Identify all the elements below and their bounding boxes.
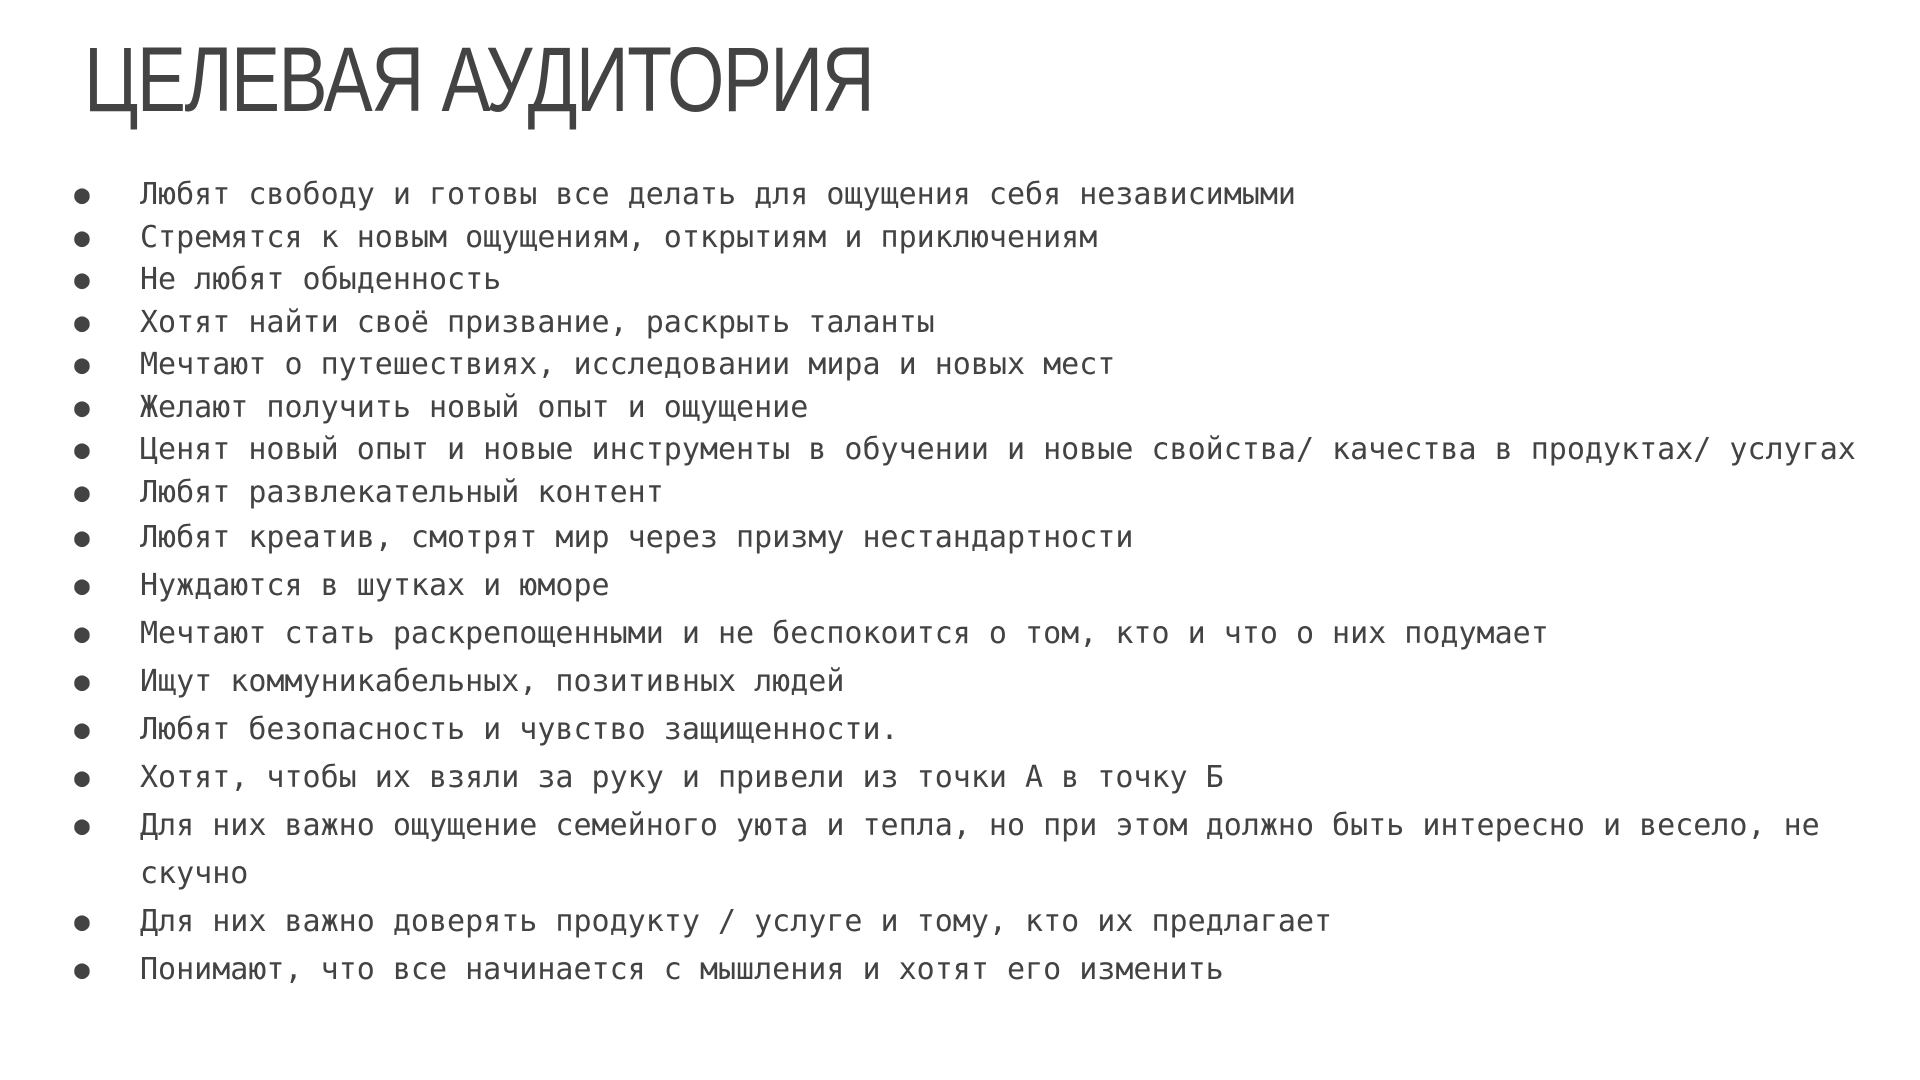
list-item-text: Понимают, что все начинается с мышления и хотят его изменить (140, 952, 1224, 987)
list-item-text: Хотят найти своё призвание, раскрыть таланты (140, 304, 935, 340)
list-item-text: Для них важно доверять продукту / услуге и тому, кто их предлагает (140, 904, 1333, 939)
bullet-icon: ● (74, 477, 90, 508)
list-item-text: Любят креатив, смотрят мир через призму нестандартности (140, 520, 1134, 555)
list-item-text: Ценят новый опыт и новые инструменты в обучении и новые свойства/ качества в продуктах/ услугах (140, 432, 1856, 467)
list-item (72, 387, 1872, 430)
list-item (72, 754, 1872, 802)
bullet-list (72, 174, 1872, 994)
list-item-text: Мечтают о путешествиях, исследовании мира и новых мест (140, 347, 1116, 382)
list-item-text: Мечтают стать раскрепощенными и не беспокоится о том, кто и что о них подумает (140, 616, 1549, 651)
list-item-text: Стремятся к новым ощущениям, открытиям и приключениям (140, 219, 1098, 255)
bullet-icon: ● (74, 715, 90, 745)
list-item (72, 429, 1872, 472)
bullet-icon: ● (74, 619, 90, 649)
list-item-text: Любят безопасность и чувство защищенности. (140, 712, 899, 747)
list-item-text: Ищут коммуникабельных, позитивных людей (140, 664, 845, 699)
list-item-text: Для них важно ощущение семейного уюта и тепла, но при этом должно быть интересно и весело, не скучно (140, 808, 1820, 891)
list-item (72, 802, 1872, 898)
list-item (72, 302, 1872, 345)
bullet-icon: ● (74, 523, 90, 553)
list-item-text: Хотят, чтобы их взяли за руку и привели из точки А в точку Б (140, 760, 1224, 795)
list-item (72, 174, 1872, 217)
bullet-icon: ● (74, 667, 90, 697)
bullet-icon: ● (74, 571, 90, 601)
bullet-icon: ● (74, 811, 90, 841)
list-item-text: Не любят обыденность (140, 262, 502, 297)
bullet-icon: ● (74, 955, 90, 985)
list-item (72, 658, 1872, 706)
list-item (72, 259, 1872, 302)
list-item (72, 472, 1872, 515)
list-item-text: Любят развлекательный контент (140, 474, 664, 510)
list-item (72, 344, 1872, 387)
list-item (72, 946, 1872, 994)
list-item (72, 706, 1872, 754)
list-item (72, 514, 1872, 562)
list-item-text: Нуждаются в шутках и юморе (140, 568, 610, 603)
list-item (72, 610, 1872, 658)
list-item (72, 562, 1872, 610)
list-item-text: Желают получить новый опыт и ощущение (140, 389, 809, 425)
bullet-icon: ● (74, 907, 90, 937)
bullet-icon: ● (74, 350, 90, 380)
bullet-icon: ● (74, 307, 90, 338)
bullet-icon: ● (74, 392, 90, 423)
list-item (72, 898, 1872, 946)
list-item-text: Любят свободу и готовы все делать для ощущения себя независимыми (140, 177, 1296, 212)
list-item (72, 217, 1872, 260)
bullet-icon: ● (74, 435, 90, 465)
bullet-icon: ● (74, 763, 90, 793)
bullet-icon: ● (74, 265, 90, 295)
slide-title: ЦЕЛЕВАЯ АУДИТОРИЯ (84, 29, 874, 131)
bullet-icon: ● (74, 222, 90, 253)
bullet-icon: ● (74, 180, 90, 210)
